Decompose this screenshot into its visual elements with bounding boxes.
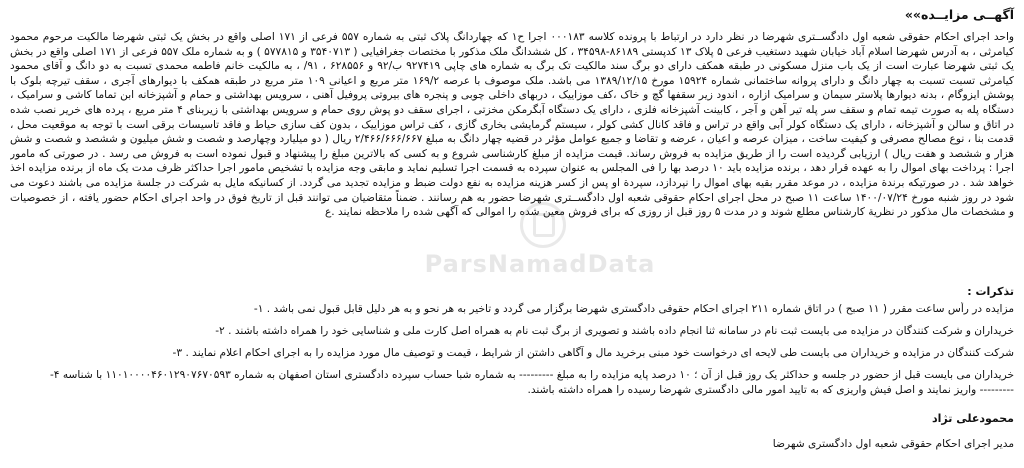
watermark-text: ParsNamadData	[424, 250, 656, 278]
note-item-3	[10, 346, 1014, 361]
note-item-2	[10, 324, 1014, 339]
note-text: خریداران و شرکت کنندگان در مزایده می بایست ثبت نام در سامانه ثنا انجام داده باشند و تصویری از برگ ثبت نام به همراه اصل کارت ملی و شناسایی خود را همراه داشته باشند .	[228, 325, 1014, 337]
note-number: ۳-	[172, 347, 183, 359]
note-text: خریداران می بایست قبل از حضور در جلسه و حداکثر یک روز قبل از آن ؛ ۱۰ درصد پایه مزایده را به مبلغ --------- به شماره شبا حساب سپرده دادگستری استان اصفهان به شماره ۱۱۰۱۰۰۰۰۴۶۰۱۲۹۰۷۶۷۰۵۹۳ با شناسه	[62, 369, 1014, 381]
note-text: --------- واریز نمایند و اصل فیش واریزی که به تایید امور مالی دادگستری شهرضا رسیده را همراه داشته باشند.	[527, 384, 1014, 396]
signature-title: مدیر اجرای احکام حقوقی شعبه اول دادگستری شهرضا	[772, 438, 1014, 450]
note-number: ۱-	[253, 303, 264, 315]
page-title: آگهــی مزایــده»»	[904, 7, 1014, 22]
note-item-4	[10, 368, 1014, 383]
note-number: ۴-	[49, 369, 60, 381]
note-item-1	[10, 302, 1014, 317]
note-number: ۲-	[215, 325, 225, 337]
signature-name: محمودعلی تژاد	[931, 412, 1014, 425]
note-item-4-continued	[10, 383, 1014, 398]
note-text: شرکت کنندگان در مزایده و خریداران می بایست طی لایحه ای درخواست خود مبنی برخرید مال و آگاهی داشتن از شرایط ، قیمت و توصیف مال مورد مزایده را به اجرای احکام اعلام نمایند .	[185, 347, 1014, 359]
note-text: مزایده در رأس ساعت مقرر ( ۱۱ صبح ) در اتاق شماره ۲۱۱ اجرای احکام حقوقی دادگستری شهرضا برگزار می گردد و تاخیر به هر نحو و به هر دلیل قابل قبول نمی باشد .	[266, 303, 1014, 315]
notice-body: واحد اجرای احکام حقوقی شعبه اول دادگســتری شهرضا در نظر دارد در ارتباط با پرونده کلاسه ۰۰۰۱۸۳ اجرا ح۱ که چهاردانگ پلاک ثبتی به شماره ۵۵۷ فرعی از ۱۷۱ اصلی واقع در بخش یک ثبتی شهرضا مالکیت مرحوم محمود کیامرثی ، به آدرس شهرضا اسلام آباد خیابان شهید دستغیب فرعی ۵ پلاک ۱۳ کدپستی ۸۶۱۸۹-۳۴۵۹۸ ، کل ششدانگ ملک مذکور با مختصات جغرافیایی ( ۳۵۴۰۷۱۳ و ۵۷۷۸۱۵ ) و به شماره ملک ۵۵۷ فرعی از ۱۷۱ اصلی واقع در بخش یک ثبتی شهرضا عبارت است از یک باب منزل مسکونی در طبقه همکف دارای دو برگ سند مالکیت تک برگ به شماره های چاپی ۹۲۷۴۱۹ ب/۹۲ و ۶۲۸۵۵۶ ، ۹۱/ ، به مالکیت خانم فاطمه محمدی تسبت به دو دانگ و آقای محمود کیامرثی تسبت تسبت به چهار دانگ و دارای پروانه ساختمانی شماره ۱۵۹۲۴ مورخ ۱۳۸۹/۱۲/۱۵ می باشد. ملک موصوف با عرصه ۱۶۹/۲ متر مربع و اعیانی ۱۰۹ متر مربع در طبقه همکف با دیوارهای آجری ، سقف تیرچه بلوک با پوشش ایزوگام ، بدنه دیوارها پلاستر سیمان و سرامیک ازاره ، اندود زیر سقفها گچ و خاک ،کف موزاییک ، دربهای داخلی چوبی و پنجره های بیروتی پروفیل آهنی ، سرویس بهداشتی و حمام و آشپزخانه ابن تماما کاشی و سرامیک ، دستگاه پله به صورت تیمه تمام و سقف سر پله تیر آهن و آجر ، کابینت آشپزخانه فلزی ، دارای یک دستگاه آبگرمکن مخزتی ، اجرای سقف دو پوش روی حمام و سرویس بهداشتی با زیربنای ۴ متر مربع ، پرده های خریر نصب شده در اتاق و سالن و آشپزخانه ، دارای یک دستگاه کولر آبی واقع در تراس و فاقد کانال کشی کولر ، سیستم گرمایشی بخاری گازی ، کف تراس موزاییک ، بدون کف سازی حیاط و فاقد تاسیسات برقی است با توجه به موقعیت محل ، قدمت بنا ، نوع مصالح مصرفی و کیفیت ساخت ، میزان عرصه و اعیان ، عرضه و تقاضا و جمیع عوامل مؤثر در قضیه چهار دانگ به مبلغ ۲/۴۶۶/۶۶۶/۶۶۷ ریال ( دو میلیارد وچهارصد و شصت و شش میلیون و ششصد و شصت و شش هزار و ششصد و هفت ریال ) ارزیابی گردیده است را از طریق مزایده به فروش رساند. قیمت مزایده از مبلغ کارشناسی شروع و به کسی که بالاترین مبلغ را پیشنهاد و قبول نموده است به فروش می رسد . در صورتی که مامور اجرا : پرداخت بهای اموال را به عهده قرار دهد ، برنده مزایده باید ۱۰ درصد بها را فی المجلس به عنوان سپرده به قسمت اجرا تسلیم نماید و مابقی وجه مزایده با تشخیص مامور اجرا حداکثر ظرف مدت یک ماه از برنده مزایده اخذ خواهد شد . در صورتیکه برندة مزایده ، در موعد مقرر بقیه بهای اموال را نپردازد، سپردة او پس از کسر هزینه مزایده به نفع دولت ضبط و مزایده تجدید می گردد. از کسانیکه مایل به شرکت در جلسة مزایده می باشند دعوت می شود در روز شنبه مورخ ۱۴۰۰/۰۷/۲۴ ساعت ۱۱ صبح در محل اجرای احکام حقوقی شعبه اول دادگســتری شهرضا حضور به هم رسانند . ضمناً متقاضیان می توانند قبل از تاریخ فوق در واحد اجرای احکام حضور یافته ، از خصوصیات و مشخصات مال مذکور در نظریة کارشناس مطلع شوند و در مدت ۵ روز قبل از روزی که برای فروش معین شده را اموالی که آگهی شده را ملاحظه نمایند .ع	[10, 31, 1014, 219]
notes-heading: تذکرات :	[967, 285, 1014, 298]
